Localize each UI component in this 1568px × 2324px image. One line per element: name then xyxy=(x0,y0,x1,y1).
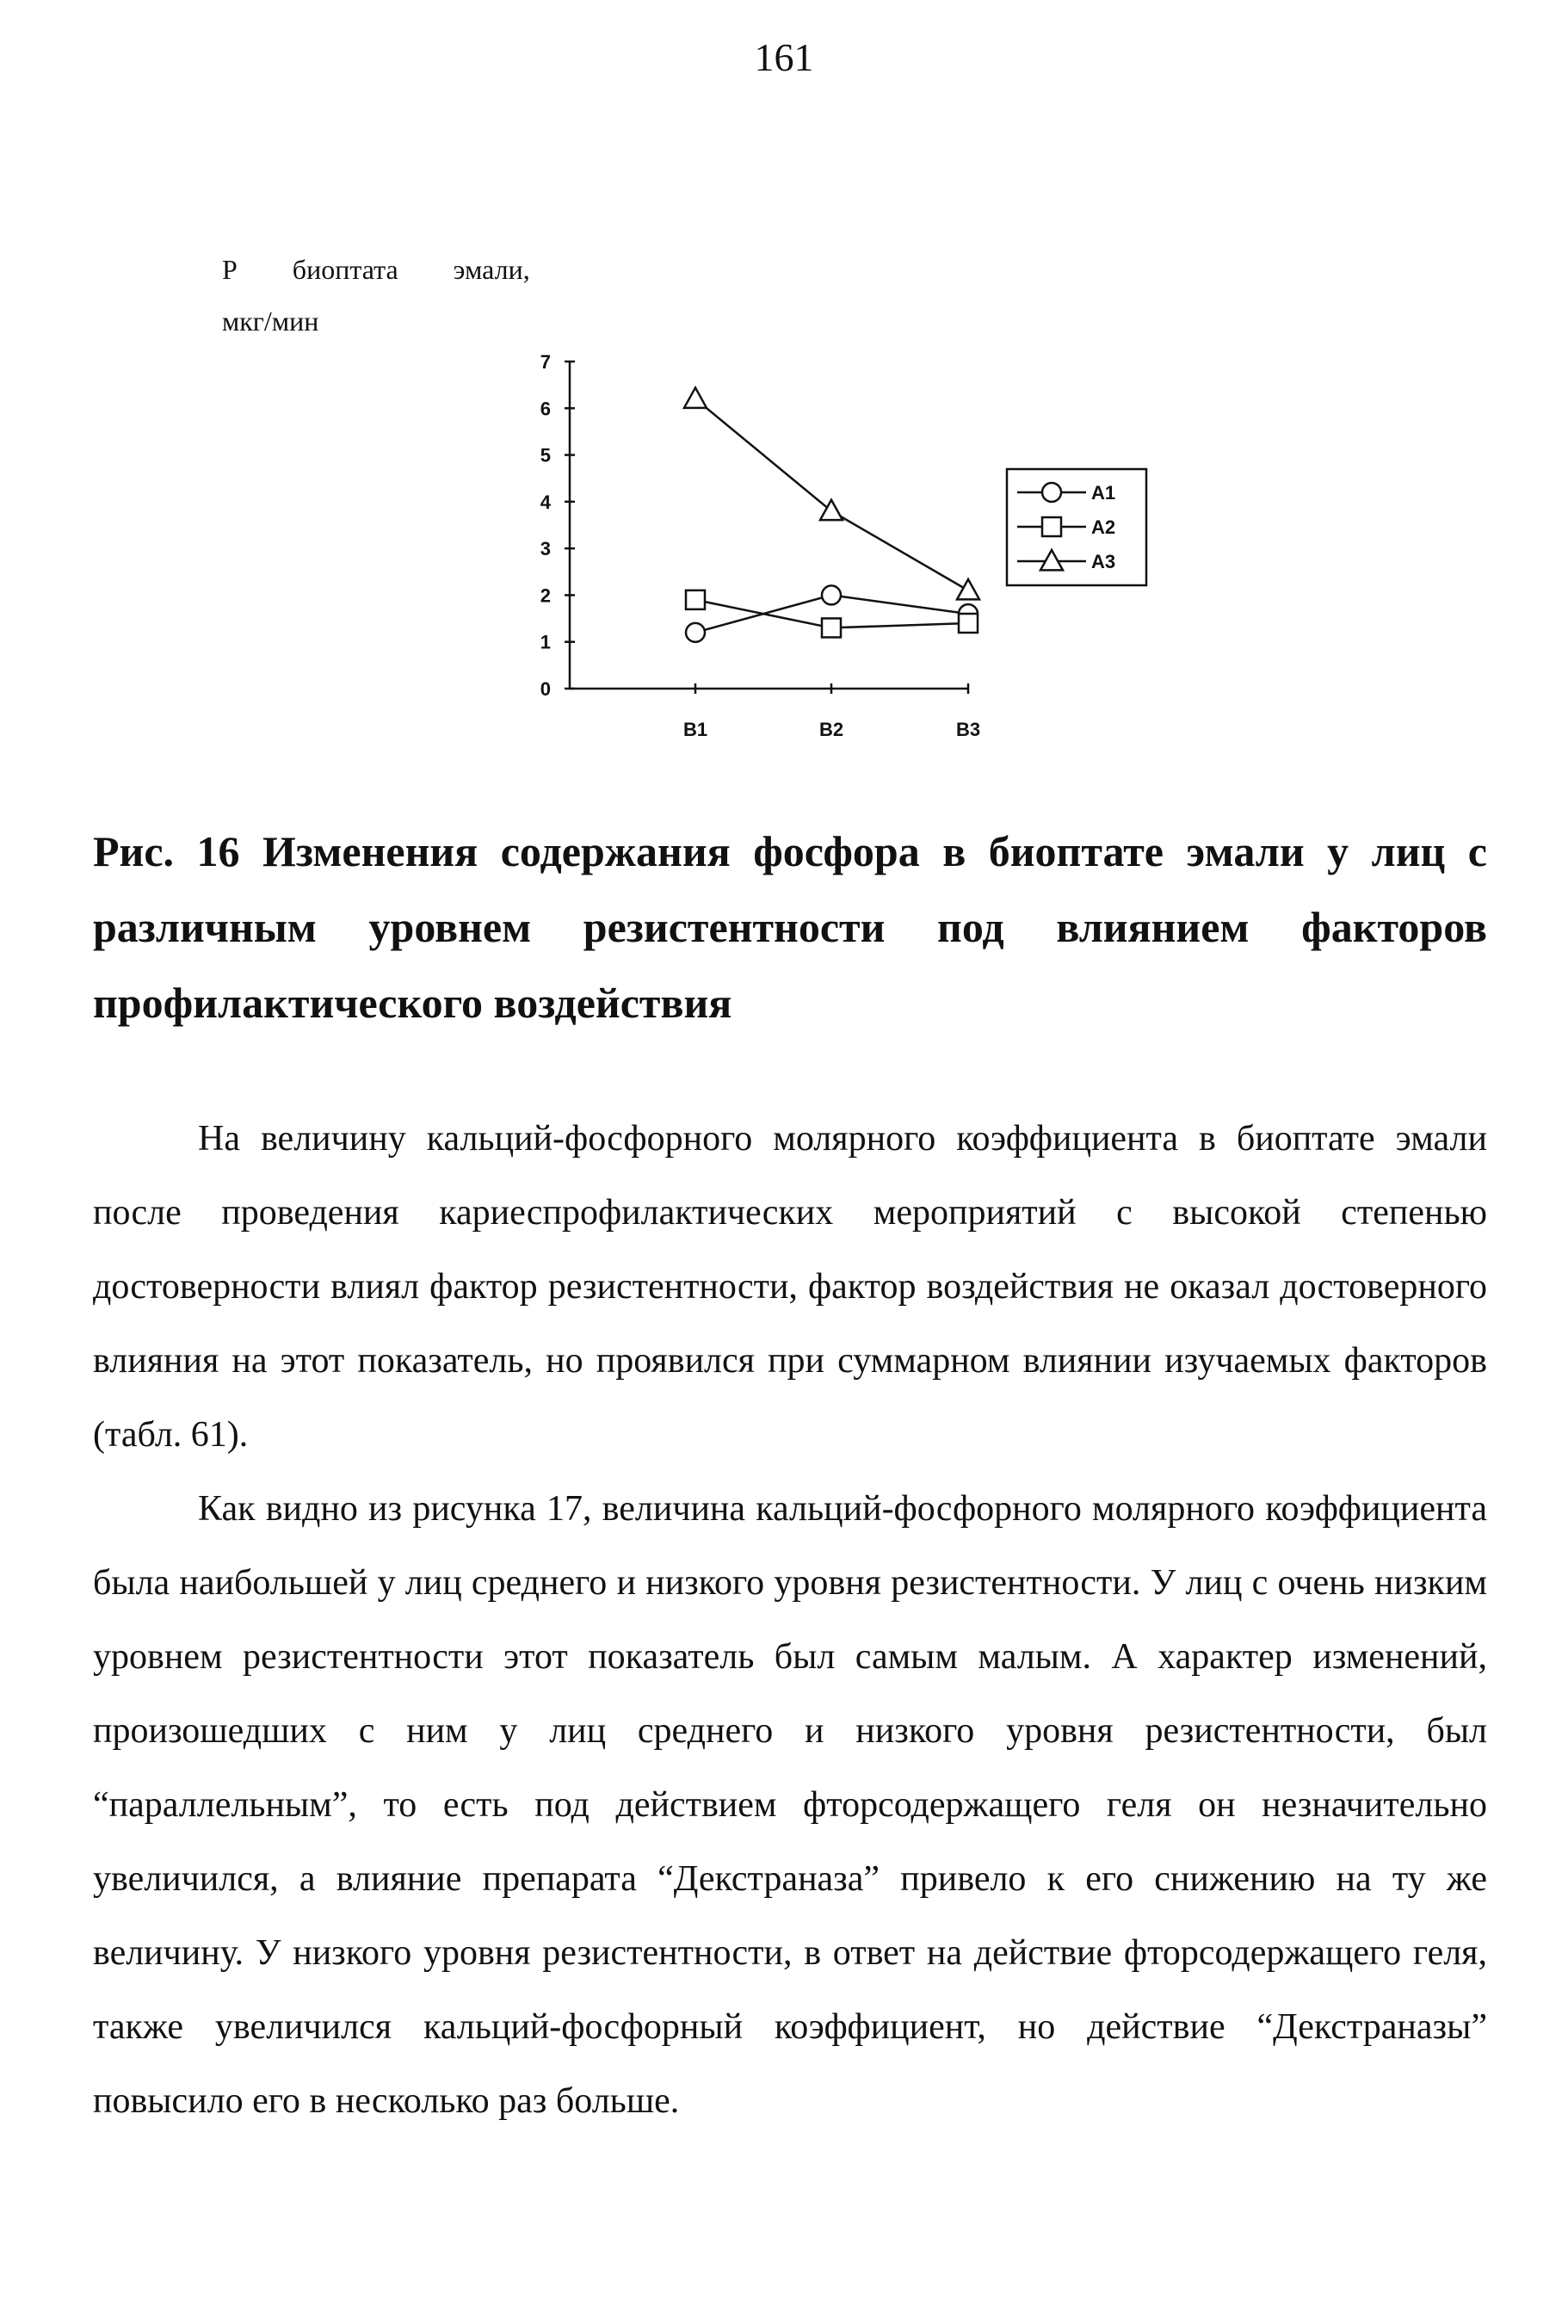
y-tick-label: 3 xyxy=(540,538,551,560)
legend-label-a3: A3 xyxy=(1091,551,1116,572)
x-tick-label: B1 xyxy=(682,719,708,740)
legend-label-a1: A1 xyxy=(1091,482,1116,504)
data-point-a3 xyxy=(957,579,979,599)
y-tick-label: 2 xyxy=(540,584,551,607)
y-tick-label: 4 xyxy=(540,491,551,513)
data-point-a3 xyxy=(684,387,707,407)
chart-legend xyxy=(1007,469,1146,585)
y-tick-label: 6 xyxy=(540,398,551,420)
y-tick-label: 7 xyxy=(540,351,551,373)
legend-label-a2: A2 xyxy=(1091,516,1116,538)
series-line-a3 xyxy=(695,399,968,590)
data-point-a2 xyxy=(686,590,705,609)
x-tick-label: B3 xyxy=(955,719,981,740)
x-tick-label: B2 xyxy=(818,719,844,740)
y-tick-label: 0 xyxy=(540,678,551,700)
line-chart xyxy=(0,0,1568,775)
body-paragraph-2: Как видно из рисунка 17, величина кальций-фосфорного молярного коэффициента была наибольшей у лиц среднего и низкого уровня резистентности. У лиц с очень низким уровнем резистентности этот показатель был самым малым. А характер изменений, произошедших с ним у лиц среднего и низкого уровня резистентности, был “параллельным”, то есть под действием фторсодержащего геля он незначительно увеличился, а влияние препарата “Декстраназа” привело к его снижению на ту же величину. У низкого уровня резистентности, в ответ на действие фторсодержащего геля, также увеличился кальций-фосфорный коэффициент, но действие “Декстраназы” повысило его в несколько раз больше. xyxy=(93,1489,1487,2121)
data-point-a1 xyxy=(822,585,841,604)
legend-marker-a1 xyxy=(1042,483,1061,502)
data-point-a1 xyxy=(686,623,705,642)
y-axis-label-line2: мкг/мин xyxy=(222,306,319,337)
body-paragraph-1: На величину кальций-фосфорного молярного коэффициента в биоптате эмали после проведения кариеспрофилактических мероприятий с высокой степенью достоверности влиял фактор резистентности, фактор воздействия не оказал достоверного влияния на этот показатель, но проявился при суммарном влиянии изучаемых факторов (табл. 61). xyxy=(93,1119,1487,1455)
data-point-a2 xyxy=(959,614,978,633)
y-tick-label: 5 xyxy=(540,444,551,467)
chart-series xyxy=(684,387,979,641)
figure-caption: Рис. 16 Изменения содержания фосфора в биоптате эмали у лиц с различным уровнем резистентности под влиянием факторов профилактического воздействия xyxy=(93,827,1487,1027)
chart-axes xyxy=(570,362,968,689)
page-number: 161 xyxy=(754,35,814,79)
data-point-a3 xyxy=(820,500,843,520)
legend-marker-a2 xyxy=(1042,517,1061,536)
chart-ticks xyxy=(540,351,980,740)
y-tick-label: 1 xyxy=(540,631,551,653)
data-point-a2 xyxy=(822,618,841,637)
y-axis-label-line1: Р биоптата эмали, xyxy=(222,254,530,285)
